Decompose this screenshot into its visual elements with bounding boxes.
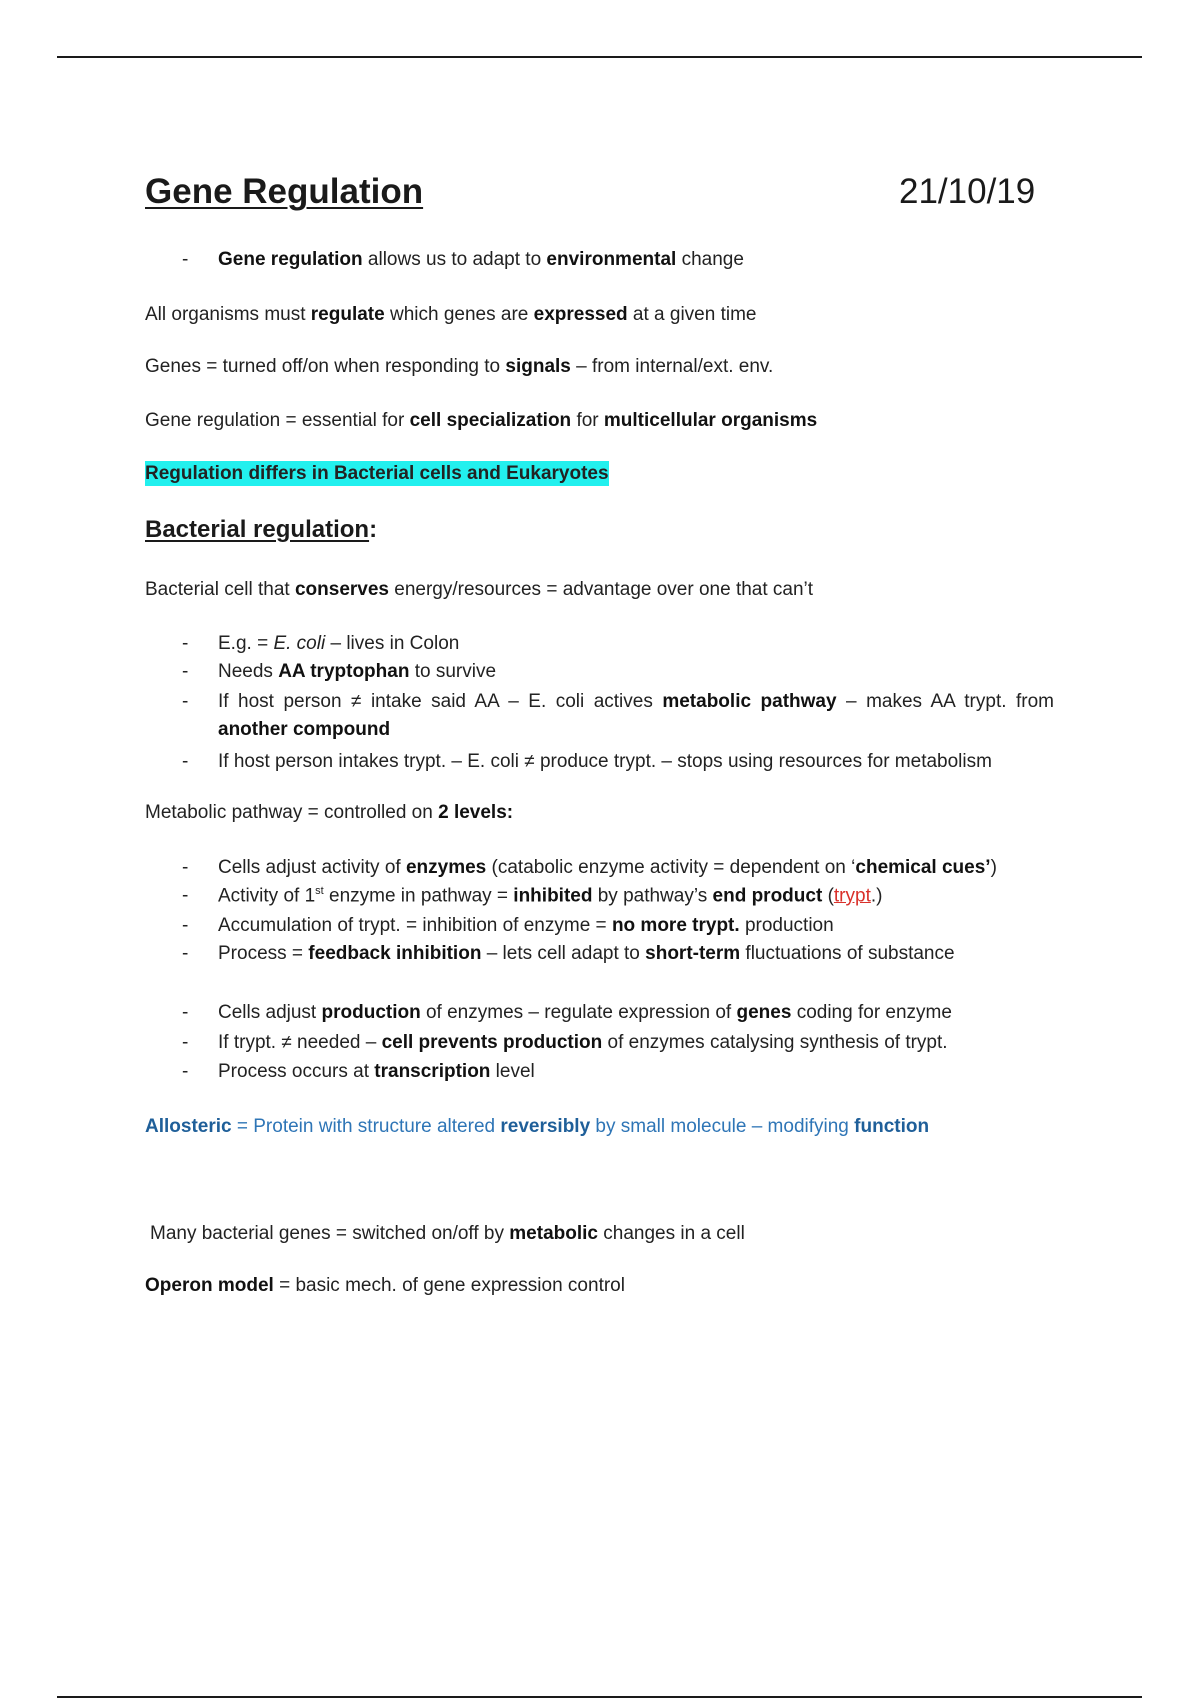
bullet-marker: - [182, 915, 189, 936]
page-title: Gene Regulation [145, 172, 424, 211]
paragraph-metabolic-changes: Many bacterial genes = switched on/off by metabolic changes in a cell [150, 1223, 745, 1244]
list-item-accumulation: Accumulation of trypt. = inhibition of enzyme = no more trypt. production [218, 915, 834, 936]
list-item-transcription: Process occurs at transcription level [218, 1061, 535, 1082]
bullet-marker: - [182, 943, 189, 964]
intro-bullet: Gene regulation allows us to adapt to environmental change [218, 249, 744, 270]
paragraph-two-levels: Metabolic pathway = controlled on 2 levels: [145, 802, 514, 823]
bullet-marker: - [182, 751, 189, 772]
page-date: 21/10/19 [899, 172, 1036, 211]
top-rule [57, 56, 1142, 58]
paragraph-specialization: Gene regulation = essential for cell specialization for multicellular organisms [145, 410, 818, 431]
paragraph-operon-model: Operon model = basic mech. of gene expression control [145, 1275, 625, 1296]
highlighted-note: Regulation differs in Bacterial cells and Eukaryotes [145, 463, 609, 484]
bullet-marker: - [182, 1002, 189, 1023]
list-item-metabolic-pathway-cont: another compound [218, 719, 391, 740]
list-item-feedback-inhibition: Process = feedback inhibition – lets cell adapt to short-term fluctuations of substance [218, 943, 955, 964]
list-item-host-intake: If host person intakes trypt. – E. coli ≠ produce trypt. – stops using resources for metabolism [218, 751, 992, 772]
bottom-rule [57, 1696, 1142, 1698]
bullet-marker: - [182, 691, 189, 712]
paragraph-organisms: All organisms must regulate which genes are expressed at a given time [145, 304, 757, 325]
bullet-marker: - [182, 1061, 189, 1082]
list-item-enzyme-activity: Cells adjust activity of enzymes (catabolic enzyme activity = dependent on ‘chemical cues’) [218, 857, 997, 878]
paragraph-conserves: Bacterial cell that conserves energy/resources = advantage over one that can’t [145, 579, 814, 600]
list-item-ecoli: E.g. = E. coli – lives in Colon [218, 633, 460, 654]
bullet-marker: - [182, 633, 189, 654]
bullet-marker: - [182, 857, 189, 878]
bullet-marker: - [182, 885, 189, 906]
bullet-marker: - [182, 249, 189, 270]
paragraph-genes-signals: Genes = turned off/on when responding to signals – from internal/ext. env. [145, 356, 774, 377]
allosteric-definition: Allosteric = Protein with structure altered reversibly by small molecule – modifying function [145, 1116, 930, 1137]
list-item-tryptophan: Needs AA tryptophan to survive [218, 661, 497, 682]
bullet-marker: - [182, 1032, 189, 1053]
list-item-enzyme-production: Cells adjust production of enzymes – regulate expression of genes coding for enzyme [218, 1002, 952, 1023]
section-heading-bacterial: Bacterial regulation: [145, 516, 378, 543]
list-item-prevents-production: If trypt. ≠ needed – cell prevents production of enzymes catalysing synthesis of trypt. [218, 1032, 948, 1053]
list-item-first-enzyme: Activity of 1st enzyme in pathway = inhibited by pathway’s end product (trypt.) [218, 885, 883, 907]
list-item-metabolic-pathway: If host person ≠ intake said AA – E. coli actives metabolic pathway – makes AA trypt. from [218, 691, 1054, 712]
bullet-marker: - [182, 661, 189, 682]
